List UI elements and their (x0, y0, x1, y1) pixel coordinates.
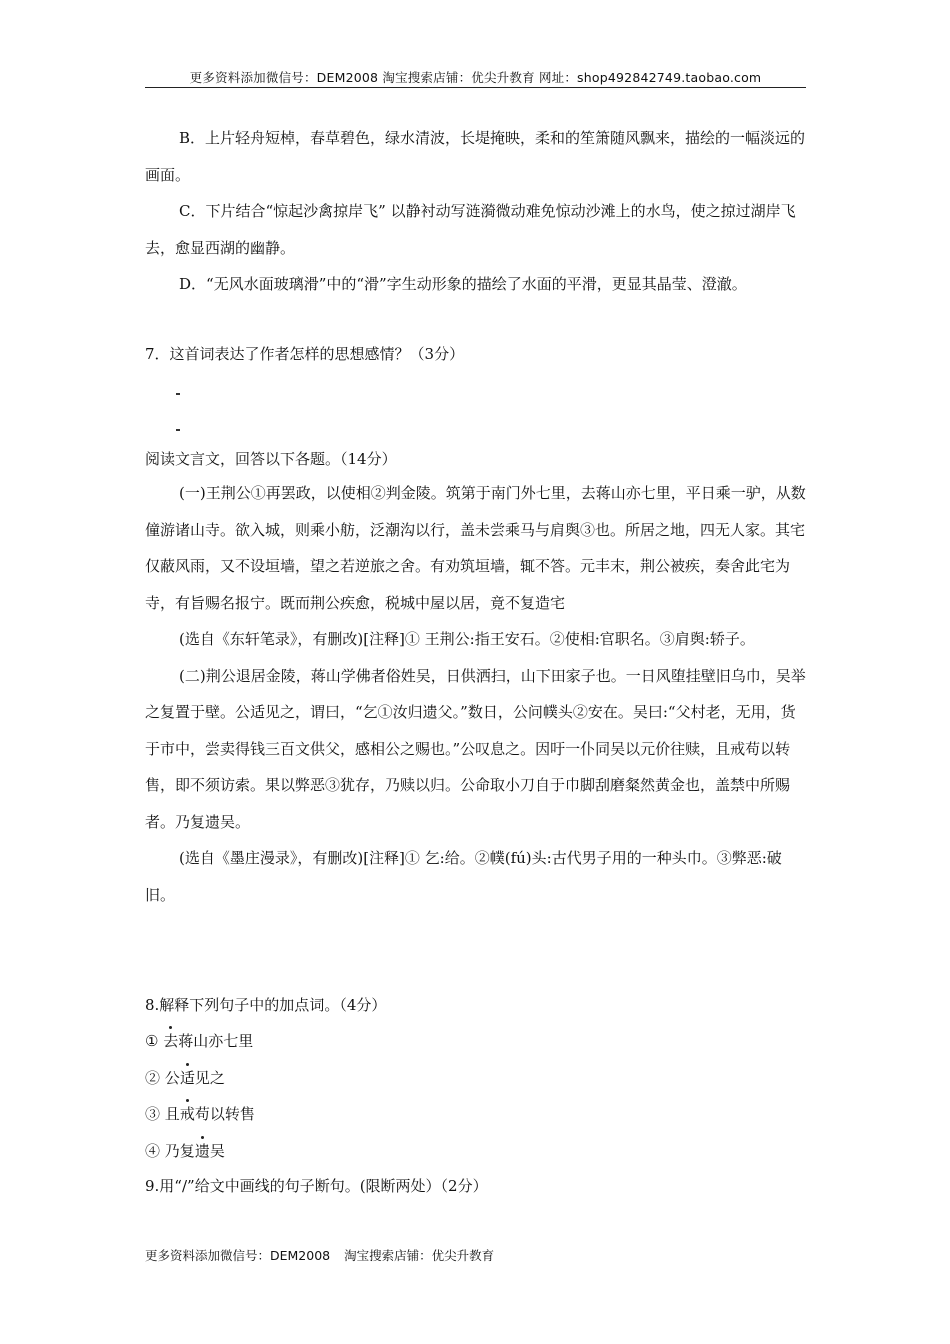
item-number: ① (145, 1032, 159, 1050)
answer-blank-1 (176, 393, 180, 395)
item-number: ④ (145, 1142, 161, 1160)
question-9: 9.用“/”给文中画线的句子断句。(限断两处）（2分） (145, 1177, 488, 1195)
item-number: ③ (145, 1105, 161, 1123)
option-d: D．“无风水面玻璃滑”中的“滑”字生动形象的描绘了水面的平滑，更显其晶莹、澄澈。 (179, 275, 747, 293)
footer-shop: 淘宝搜索店铺：优尖升教育 (344, 1248, 495, 1263)
item-pre: 且 (164, 1105, 180, 1123)
passage-section (145, 475, 806, 913)
q8-item-2 (145, 1068, 225, 1088)
item-post: 见之 (194, 1069, 225, 1087)
q8-item-1 (145, 1031, 253, 1051)
footer-wechat: 更多资料添加微信号：DEM2008 (145, 1248, 331, 1263)
question-8-title: 8.解释下列句子中的加点词。（4分） (145, 996, 387, 1014)
header-rule (145, 87, 806, 88)
option-c: C．下片结合“惊起沙禽掠岸飞” 以静衬动写涟漪微动难免惊动沙滩上的水鸟，使之掠过湖岸飞去，愈显西湖的幽静。 (145, 202, 796, 257)
page-footer (145, 1246, 494, 1264)
dotted-word: 适 (179, 1069, 195, 1087)
page-header: 更多资料添加微信号：DEM2008 淘宝搜索店铺：优尖升教育 网址：shop492842749.taobao.com (189, 70, 762, 85)
item-number: ② (145, 1069, 161, 1087)
q8-item-4 (145, 1141, 225, 1161)
answer-blank-2 (176, 429, 180, 431)
reading-intro: 阅读文言文，回答以下各题。（14分） (145, 450, 397, 468)
option-b: B．上片轻舟短棹，春草碧色，绿水清波，长堤掩映，柔和的笙箫随风飘来，描绘的一幅淡远的画面。 (145, 129, 806, 184)
dotted-word: 去 (163, 1032, 179, 1050)
item-post: 苟以转售 (194, 1105, 255, 1123)
document-body (145, 120, 806, 303)
item-pre: 乃复 (164, 1142, 195, 1160)
dotted-word: 戒 (179, 1105, 195, 1123)
question-7: 7．这首词表达了作者怎样的思想感情？（3分） (145, 345, 465, 363)
item-post: 吴 (209, 1142, 225, 1160)
item-pre: 公 (164, 1069, 180, 1087)
passage-2-note: (选自《墨庄漫录》，有删改)[注释]① 乞:给。②幞(fú)头:古代男子用的一种头巾。③弊恶:破旧。 (145, 849, 782, 904)
dotted-word: 遗 (194, 1142, 210, 1160)
item-post: 蒋山亦七里 (178, 1032, 254, 1050)
passage-2: (二)荆公退居金陵，蒋山学佛者俗姓吴，日供洒扫，山下田家子也。一日风堕挂壁旧乌巾，吴举之复置于壁。公适见之，谓曰，“乞①汝归遗父。”数日，公问幞头②安在。吴曰:“父村老，无用，货于市中，尝卖得钱三百文供父，感相公之赐也。”公叹息之。因吁一仆同吴以元价往赎，且戒苟以转售，即不须访索。果以弊恶③犹存，乃赎以归。公命取小刀自于巾脚刮磨粲然黄金也，盖禁中所赐者。乃复遗吴。 (145, 666, 806, 831)
passage-1: (一)王荆公①再罢政，以使相②判金陵。筑第于南门外七里，去蒋山亦七里，平日乘一驴，从数僮游诸山寺。欲入城，则乘小舫，泛潮沟以行，盖未尝乘马与肩舆③也。所居之地，四无人家。其宅仅蔽风雨，又不设垣墙，望之若逆旅之舍。有劝筑垣墙，辄不答。元丰末，荆公被疾，奏舍此宅为寺，有旨赐名报宁。既而荆公疾愈，税城中屋以居，竟不复造宅 (145, 484, 806, 612)
passage-1-note: (选自《东轩笔录》，有删改)[注释]① 王荆公:指王安石。②使相:官职名。③肩舆:轿子。 (179, 630, 755, 648)
q8-item-3 (145, 1104, 255, 1124)
